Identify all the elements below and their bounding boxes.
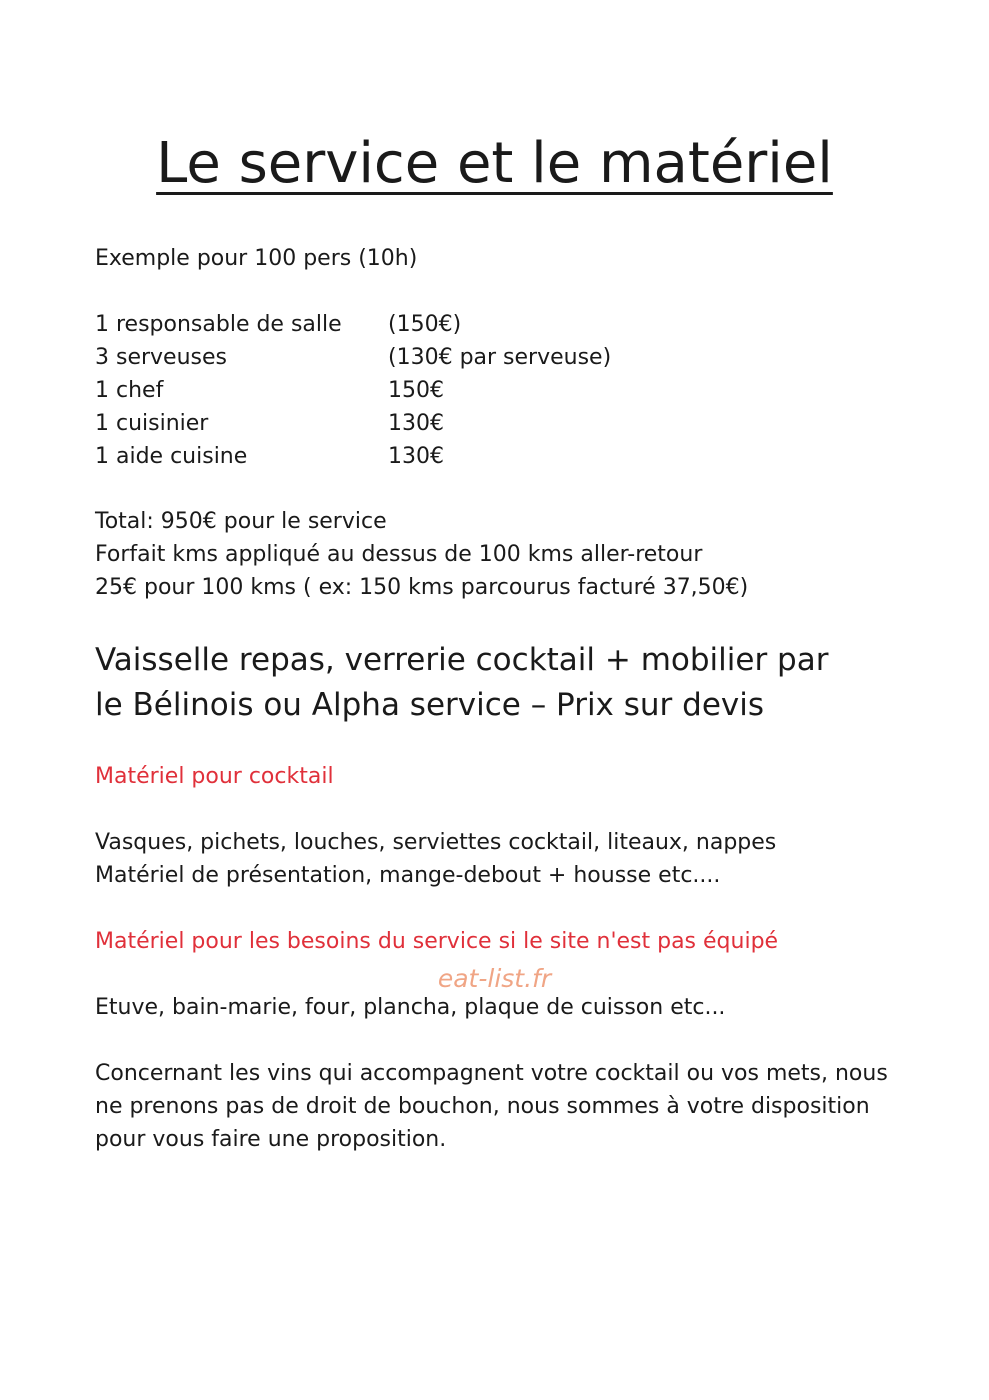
cocktail-block — [95, 826, 776, 892]
staff-role: 1 responsable de salle — [95, 312, 342, 337]
page-title — [0, 128, 989, 200]
staff-row — [95, 341, 611, 374]
total-line: Total: 950€ pour le service — [95, 509, 387, 534]
wines-line: Concernant les vins qui accompagnent votre cocktail ou vos mets, nous — [95, 1061, 888, 1086]
staff-price: 130€ — [388, 444, 444, 469]
forfait-line: Forfait kms appliqué au dessus de 100 kms aller-retour — [95, 542, 703, 567]
staff-row — [95, 440, 611, 473]
staff-row — [95, 308, 611, 341]
vaisselle-line: Vaisselle repas, verrerie cocktail + mobilier par — [95, 642, 829, 678]
wines-line: pour vous faire une proposition. — [95, 1127, 447, 1152]
staff-price: (130€ par serveuse) — [388, 345, 612, 370]
staff-row — [95, 374, 611, 407]
staff-price: (150€) — [388, 312, 462, 337]
staff-list — [95, 308, 611, 473]
example-line: Exemple pour 100 pers (10h) — [95, 246, 418, 271]
service-equipment-line: Etuve, bain-marie, four, plancha, plaque de cuisson etc... — [95, 995, 726, 1020]
staff-price: 150€ — [388, 378, 444, 403]
staff-price: 130€ — [388, 411, 444, 436]
totals-block — [95, 505, 748, 604]
staff-role: 1 cuisinier — [95, 411, 209, 436]
cocktail-heading: Matériel pour cocktail — [95, 764, 334, 789]
cocktail-line: Matériel de présentation, mange-debout + housse etc.... — [95, 863, 721, 888]
wines-line: ne prenons pas de droit de bouchon, nous sommes à votre disposition — [95, 1094, 870, 1119]
vaisselle-block — [95, 638, 828, 728]
wines-block — [95, 1057, 888, 1156]
staff-role: 3 serveuses — [95, 345, 227, 370]
page-title-text: Le service et le matériel — [156, 131, 833, 196]
staff-row — [95, 407, 611, 440]
cocktail-line: Vasques, pichets, louches, serviettes cocktail, liteaux, nappes — [95, 830, 777, 855]
service-heading: Matériel pour les besoins du service si le site n'est pas équipé — [95, 929, 779, 954]
km-rate-line: 25€ pour 100 kms ( ex: 150 kms parcourus facturé 37,50€) — [95, 575, 749, 600]
staff-role: 1 aide cuisine — [95, 444, 248, 469]
vaisselle-line: le Bélinois ou Alpha service – Prix sur devis — [95, 687, 765, 723]
watermark: eat-list.fr — [437, 964, 552, 993]
staff-role: 1 chef — [95, 378, 164, 403]
